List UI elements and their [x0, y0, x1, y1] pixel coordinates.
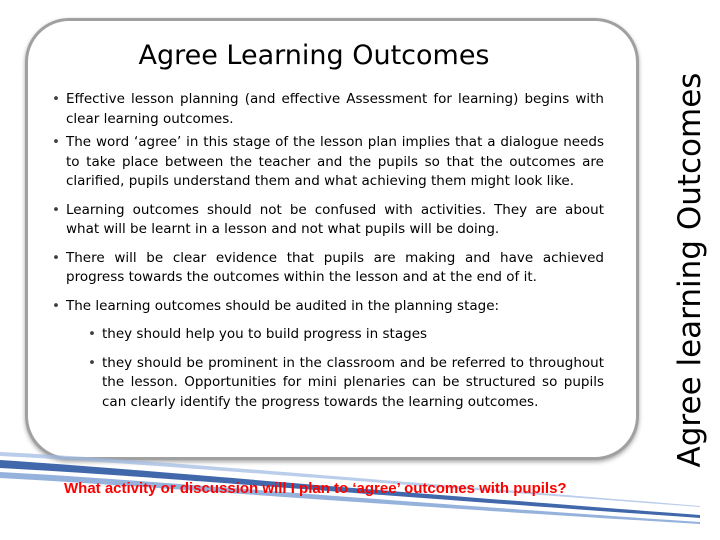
side-title-area	[660, 0, 720, 540]
bullet-item: • Effective lesson planning (and effective Assessment for learning) begins with clear learning outcomes.	[52, 90, 604, 129]
bullet-item: • There will be clear evidence that pupils are making and have achieved progress towards the outcomes within the lesson and at the end of it.	[52, 249, 604, 288]
side-title: Agree learning Outcomes	[672, 72, 708, 468]
bullet-item: • The word ‘agree’ in this stage of the lesson plan implies that a dialogue needs to take place between the teacher and the pupils so that the outcomes are clarified, pupils understand them and what achieving them might look like.	[52, 133, 604, 192]
slide-title: Agree Learning Outcomes	[138, 40, 490, 71]
discussion-question: What activity or discussion will I plan to ‘agree’ outcomes with pupils?	[64, 480, 567, 497]
bullet-list	[52, 90, 604, 421]
sub-bullet-item: • they should help you to build progress in stages	[88, 325, 604, 345]
bullet-item: • Learning outcomes should not be confused with activities. They are about what will be learnt in a lesson and not what pupils will be doing.	[52, 201, 604, 240]
sub-bullet-item: • they should be prominent in the classroom and be referred to throughout the lesson. Opportunities for mini plenaries can be structured so pupils can clearly identify the progress towards the learning outcomes.	[88, 354, 604, 413]
bullet-item: • The learning outcomes should be audited in the planning stage:	[52, 297, 604, 317]
